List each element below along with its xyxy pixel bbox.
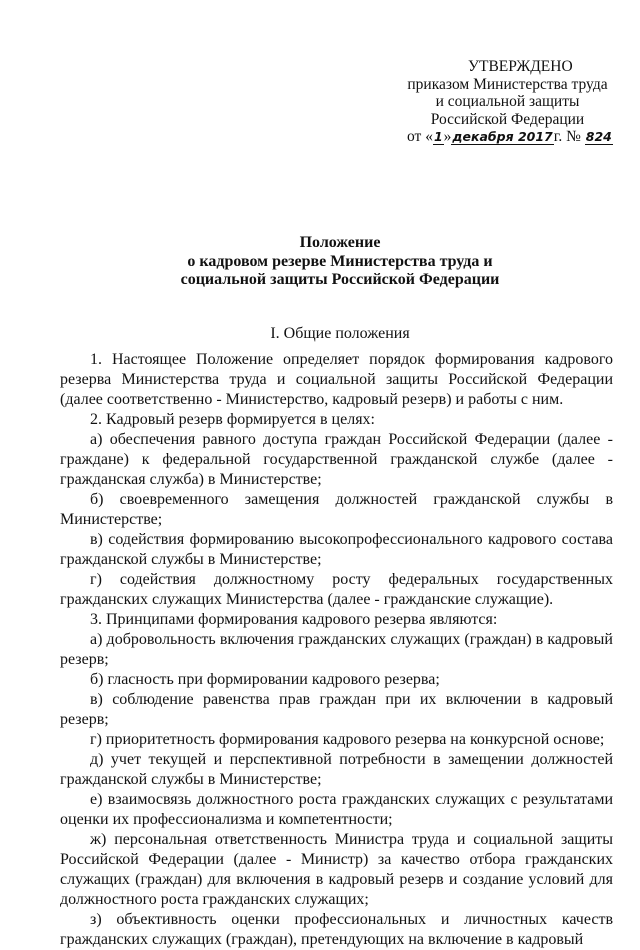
date-prefix: от « bbox=[407, 128, 433, 145]
paragraph: в) соблюдение равенства прав граждан при их включении в кадровый резерв; bbox=[60, 691, 613, 728]
paragraph: г) содействия должностному росту федеральных государственных гражданских служащих Министерства (далее - гражданские служащие). bbox=[60, 571, 613, 608]
date-mid: » bbox=[443, 128, 452, 145]
paragraph: е) взаимосвязь должностного роста гражданских служащих с результатами оценки их профессионализма и компетентности; bbox=[60, 791, 613, 828]
paragraph: д) учет текущей и перспективной потребности в замещении должностей гражданской службы в Министерстве; bbox=[60, 751, 613, 788]
document-title bbox=[60, 234, 620, 290]
paragraph: 3. Принципами формирования кадрового резерва являются: bbox=[90, 611, 498, 628]
year-suffix: г. № bbox=[553, 128, 581, 145]
paragraph: а) обеспечения равного доступа граждан Российской Федерации (далее - граждане) к федеральной государственной гражданской службе (далее - гражданская служба) в Министерстве; bbox=[60, 431, 613, 488]
title-line-1: Положение bbox=[299, 234, 381, 251]
approval-date-line bbox=[405, 128, 610, 146]
paragraph: в) содействия формированию высокопрофессионального кадрового состава гражданской службы в Министерстве; bbox=[60, 531, 613, 568]
paragraph: г) приоритетность формирования кадрового резерва на конкурсной основе; bbox=[90, 731, 605, 748]
paragraph: з) объективность оценки профессиональных и личностных качеств гражданских служащих (граждан), претендующих на включение в кадровый bbox=[60, 911, 613, 948]
approval-line-2: и социальной защиты bbox=[435, 93, 580, 110]
handwritten-day: 1 bbox=[433, 129, 443, 144]
approval-line-3: Российской Федерации bbox=[430, 110, 585, 128]
handwritten-order-number: 824 bbox=[585, 129, 612, 144]
approval-line-1: приказом Министерства труда bbox=[407, 75, 608, 93]
paragraph: 1. Настоящее Положение определяет порядок формирования кадрового резерва Министерства труда и социальной защиты Российской Федерации (далее соответственно - Министерство, кадровый резерв) и работы с ним. bbox=[60, 351, 613, 408]
paragraph: ж) персональная ответственность Министра труда и социальной защиты Российской Федерации (далее - Министр) за качество отбора гражданских служащих (граждан) для включения в кадровый резерв и создание условий для должностного роста гражданских служащих; bbox=[60, 831, 613, 908]
paragraph: б) гласность при формировании кадрового резерва; bbox=[90, 671, 440, 688]
title-line-2: о кадровом резерве Министерства труда и bbox=[187, 252, 493, 270]
paragraph: 2. Кадровый резерв формируется в целях: bbox=[90, 411, 375, 428]
approval-heading: УТВЕРЖДЕНО bbox=[468, 58, 573, 75]
handwritten-month-year: декабря 2017 bbox=[452, 129, 553, 144]
title-line-3: социальной защиты Российской Федерации bbox=[180, 271, 500, 288]
paragraph: б) своевременного замещения должностей гражданской службы в Министерстве; bbox=[60, 491, 613, 528]
section-heading: I. Общие положения bbox=[270, 325, 410, 342]
paragraph: а) добровольность включения гражданских служащих (граждан) в кадровый резерв; bbox=[60, 631, 613, 668]
approval-stamp bbox=[405, 58, 610, 146]
document-body bbox=[60, 345, 613, 950]
